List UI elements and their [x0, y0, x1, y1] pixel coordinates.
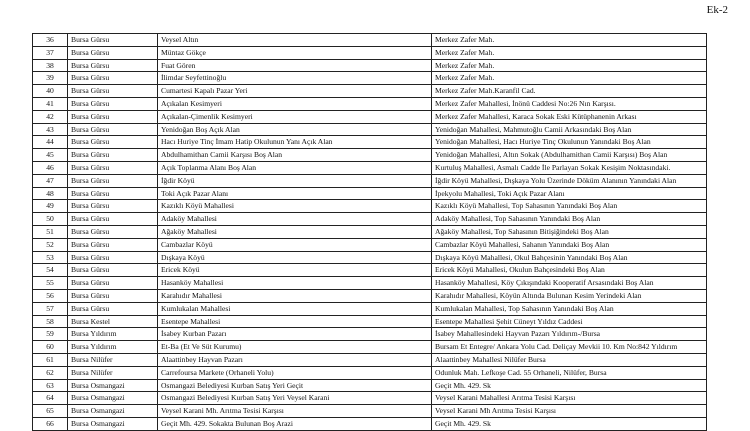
district-cell: Bursa Gürsu [68, 264, 158, 277]
district-cell: Bursa Gürsu [68, 225, 158, 238]
row-number-cell: 61 [33, 353, 68, 366]
table-row [33, 225, 707, 238]
row-number-cell: 64 [33, 392, 68, 405]
district-cell: Bursa Gürsu [68, 110, 158, 123]
table-row [33, 46, 707, 59]
table-row [33, 161, 707, 174]
district-cell: Bursa Kestel [68, 315, 158, 328]
location-name-cell: Adaköy Mahallesi [158, 213, 432, 226]
address-cell: Karahıdır Mahallesi, Köyün Altında Bulunan Kesim Yerindeki Alan [432, 289, 707, 302]
table-row [33, 187, 707, 200]
row-number-cell: 48 [33, 187, 68, 200]
address-cell: Yenidoğan Mahallesi, Altın Sokak (Abdulhamithan Camii Karşısı) Boş Alan [432, 149, 707, 162]
annex-label: Ek-2 [706, 4, 728, 16]
row-number-cell: 40 [33, 85, 68, 98]
row-number-cell: 57 [33, 302, 68, 315]
location-name-cell: Hacı Huriye Tinç İmam Hatip Okulunun Yanı Açık Alan [158, 136, 432, 149]
table-row [33, 97, 707, 110]
location-name-cell: Fuat Gören [158, 59, 432, 72]
address-cell: Ağaköy Mahallesi, Top Sahasının Bitişiğindeki Boş Alan [432, 225, 707, 238]
district-cell: Bursa Gürsu [68, 302, 158, 315]
location-name-cell: Ericek Köyü [158, 264, 432, 277]
table-row [33, 328, 707, 341]
district-cell: Bursa Gürsu [68, 238, 158, 251]
district-cell: Bursa Osmangazi [68, 417, 158, 430]
location-name-cell: Veysel Altın [158, 34, 432, 47]
location-name-cell: İlimdar Seyfettinoğlu [158, 72, 432, 85]
district-cell: Bursa Osmangazi [68, 392, 158, 405]
table-row [33, 174, 707, 187]
row-number-cell: 41 [33, 97, 68, 110]
district-cell: Bursa Gürsu [68, 72, 158, 85]
table-row [33, 85, 707, 98]
address-cell: Kurtuluş Mahallesi, Asmalı Cadde İle Parlayan Sokak Kesişim Noktasındaki. [432, 161, 707, 174]
address-cell: Yenidoğan Mahallesi, Mahmutoğlu Camii Arkasındaki Boş Alan [432, 123, 707, 136]
location-name-cell: Yenidoğan Boş Açık Alan [158, 123, 432, 136]
location-name-cell: Esentepe Mahallesi [158, 315, 432, 328]
address-cell: Hasanköy Mahallesi, Köy Çıkışındaki Kooperatif Arsasındaki Boş Alan [432, 277, 707, 290]
row-number-cell: 65 [33, 405, 68, 418]
table-row [33, 72, 707, 85]
address-cell: İğdir Köyü Mahallesi, Dışkaya Yolu Üzerinde Döküm Alanının Yanındaki Alan [432, 174, 707, 187]
address-cell: Geçit Mh. 429. Sk [432, 379, 707, 392]
district-cell: Bursa Yıldırım [68, 328, 158, 341]
location-name-cell: Ağaköy Mahallesi [158, 225, 432, 238]
address-cell: Merkez Zafer Mah. [432, 46, 707, 59]
row-number-cell: 63 [33, 379, 68, 392]
district-cell: Bursa Gürsu [68, 97, 158, 110]
address-cell: Kazıklı Köyü Mahallesi, Top Sahasının Yanındaki Boş Alan [432, 200, 707, 213]
address-cell: Ericek Köyü Mahallesi, Okulun Bahçesindeki Boş Alan [432, 264, 707, 277]
table-row [33, 123, 707, 136]
table-row [33, 110, 707, 123]
location-name-cell: Karahıdır Mahallesi [158, 289, 432, 302]
district-cell: Bursa Gürsu [68, 200, 158, 213]
row-number-cell: 38 [33, 59, 68, 72]
location-name-cell: İğdir Köyü [158, 174, 432, 187]
district-cell: Bursa Nilüfer [68, 353, 158, 366]
location-name-cell: İsabey Kurban Pazarı [158, 328, 432, 341]
district-cell: Bursa Gürsu [68, 123, 158, 136]
district-cell: Bursa Gürsu [68, 85, 158, 98]
row-number-cell: 49 [33, 200, 68, 213]
location-name-cell: Carrefoursa Markete (Orhaneli Yolu) [158, 366, 432, 379]
row-number-cell: 42 [33, 110, 68, 123]
table-row [33, 353, 707, 366]
location-name-cell: Açıkalan-Çimenlik Kesimyeri [158, 110, 432, 123]
table-row [33, 417, 707, 430]
row-number-cell: 59 [33, 328, 68, 341]
row-number-cell: 39 [33, 72, 68, 85]
location-name-cell: Toki Açık Pazar Alanı [158, 187, 432, 200]
location-name-cell: Müntaz Gökçe [158, 46, 432, 59]
address-cell: Merkez Zafer Mahallesi, İnönü Caddesi No:26 Nın Karşısı. [432, 97, 707, 110]
location-name-cell: Kumlukalan Mahallesi [158, 302, 432, 315]
row-number-cell: 66 [33, 417, 68, 430]
address-cell: Geçit Mh. 429. Sk [432, 417, 707, 430]
location-name-cell: Et-Ba (Et Ve Süt Kurumu) [158, 341, 432, 354]
location-name-cell: Açıkalan Kesimyeri [158, 97, 432, 110]
district-cell: Bursa Gürsu [68, 136, 158, 149]
location-name-cell: Açık Toplanma Alanı Boş Alan [158, 161, 432, 174]
table-row [33, 302, 707, 315]
row-number-cell: 58 [33, 315, 68, 328]
table-row [33, 341, 707, 354]
district-cell: Bursa Gürsu [68, 149, 158, 162]
row-number-cell: 46 [33, 161, 68, 174]
location-name-cell: Cambazlar Köyü [158, 238, 432, 251]
district-cell: Bursa Gürsu [68, 277, 158, 290]
table-row [33, 289, 707, 302]
address-cell: Merkez Zafer Mah. [432, 59, 707, 72]
district-cell: Bursa Gürsu [68, 46, 158, 59]
district-cell: Bursa Yıldırım [68, 341, 158, 354]
row-number-cell: 44 [33, 136, 68, 149]
row-number-cell: 60 [33, 341, 68, 354]
address-cell: Merkez Zafer Mah.Karanfil Cad. [432, 85, 707, 98]
location-name-cell: Cumartesi Kapalı Pazar Yeri [158, 85, 432, 98]
table-row [33, 136, 707, 149]
district-cell: Bursa Gürsu [68, 174, 158, 187]
table-row [33, 379, 707, 392]
district-cell: Bursa Nilüfer [68, 366, 158, 379]
address-cell: Merkez Zafer Mah. [432, 72, 707, 85]
location-name-cell: Hasanköy Mahallesi [158, 277, 432, 290]
district-cell: Bursa Osmangazi [68, 405, 158, 418]
address-cell: Yenidoğan Mahallesi, Hacı Huriye Tinç Okulunun Yanındaki Boş Alan [432, 136, 707, 149]
table-row [33, 34, 707, 47]
address-cell: Odunluk Mah. Lefkoşe Cad. 55 Orhaneli, Nilüfer, Bursa [432, 366, 707, 379]
table-body [33, 34, 707, 431]
address-cell: Veysel Karani Mh Arıtma Tesisi Karşısı [432, 405, 707, 418]
table-row [33, 315, 707, 328]
district-cell: Bursa Gürsu [68, 213, 158, 226]
table-row [33, 251, 707, 264]
address-cell: Dışkaya Köyü Mahallesi, Okul Bahçesinin Yanındaki Boş Alan [432, 251, 707, 264]
row-number-cell: 50 [33, 213, 68, 226]
address-cell: Esentepe Mahallesi Şehit Cüneyt Yıldız Caddesi [432, 315, 707, 328]
table-row [33, 277, 707, 290]
row-number-cell: 56 [33, 289, 68, 302]
row-number-cell: 47 [33, 174, 68, 187]
district-cell: Bursa Osmangazi [68, 379, 158, 392]
district-cell: Bursa Gürsu [68, 289, 158, 302]
district-cell: Bursa Gürsu [68, 34, 158, 47]
location-name-cell: Kazıklı Köyü Mahallesi [158, 200, 432, 213]
address-cell: Bursam Et Entegre/ Ankara Yolu Cad. Deliçay Mevkii 10. Km No:842 Yıldırım [432, 341, 707, 354]
table-row [33, 366, 707, 379]
row-number-cell: 43 [33, 123, 68, 136]
address-cell: İpekyolu Mahallesi, Toki Açık Pazar Alanı [432, 187, 707, 200]
district-cell: Bursa Gürsu [68, 187, 158, 200]
district-cell: Bursa Gürsu [68, 251, 158, 264]
table-row [33, 213, 707, 226]
table-row [33, 59, 707, 72]
row-number-cell: 51 [33, 225, 68, 238]
table-row [33, 200, 707, 213]
address-cell: Cambazlar Köyü Mahallesi, Sahanın Yanındaki Boş Alan [432, 238, 707, 251]
district-cell: Bursa Gürsu [68, 59, 158, 72]
row-number-cell: 37 [33, 46, 68, 59]
address-cell: Merkez Zafer Mah. [432, 34, 707, 47]
district-cell: Bursa Gürsu [68, 161, 158, 174]
location-name-cell: Osmangazi Belediyesi Kurban Satış Yeri Veysel Karani [158, 392, 432, 405]
location-name-cell: Geçit Mh. 429. Sokakta Bulunan Boş Arazi [158, 417, 432, 430]
table-row [33, 405, 707, 418]
row-number-cell: 53 [33, 251, 68, 264]
row-number-cell: 45 [33, 149, 68, 162]
table-row [33, 149, 707, 162]
location-name-cell: Dışkaya Köyü [158, 251, 432, 264]
address-cell: Kumlukalan Mahallesi, Top Sahasının Yanındaki Boş Alan [432, 302, 707, 315]
row-number-cell: 36 [33, 34, 68, 47]
location-name-cell: Veysel Karani Mh. Arıtma Tesisi Karşısı [158, 405, 432, 418]
row-number-cell: 54 [33, 264, 68, 277]
address-cell: Merkez Zafer Mahallesi, Karaca Sokak Eski Kütüphanenin Arkası [432, 110, 707, 123]
location-name-cell: Osmangazi Belediyesi Kurban Satış Yeri Geçit [158, 379, 432, 392]
location-name-cell: Alaattinbey Hayvan Pazarı [158, 353, 432, 366]
row-number-cell: 62 [33, 366, 68, 379]
address-cell: Adaköy Mahallesi, Top Sahasının Yanındaki Boş Alan [432, 213, 707, 226]
table-row [33, 392, 707, 405]
row-number-cell: 55 [33, 277, 68, 290]
address-cell: Veysel Karani Mahallesi Arıtma Tesisi Karşısı [432, 392, 707, 405]
table-row [33, 238, 707, 251]
table-row [33, 264, 707, 277]
row-number-cell: 52 [33, 238, 68, 251]
address-cell: Alaattinbey Mahallesi Nilüfer Bursa [432, 353, 707, 366]
locations-table [32, 33, 707, 431]
address-cell: İsabey Mahallesindeki Hayvan Pazarı Yıldırım-/Bursa [432, 328, 707, 341]
location-name-cell: Abdulhamithan Camii Karşısı Boş Alan [158, 149, 432, 162]
